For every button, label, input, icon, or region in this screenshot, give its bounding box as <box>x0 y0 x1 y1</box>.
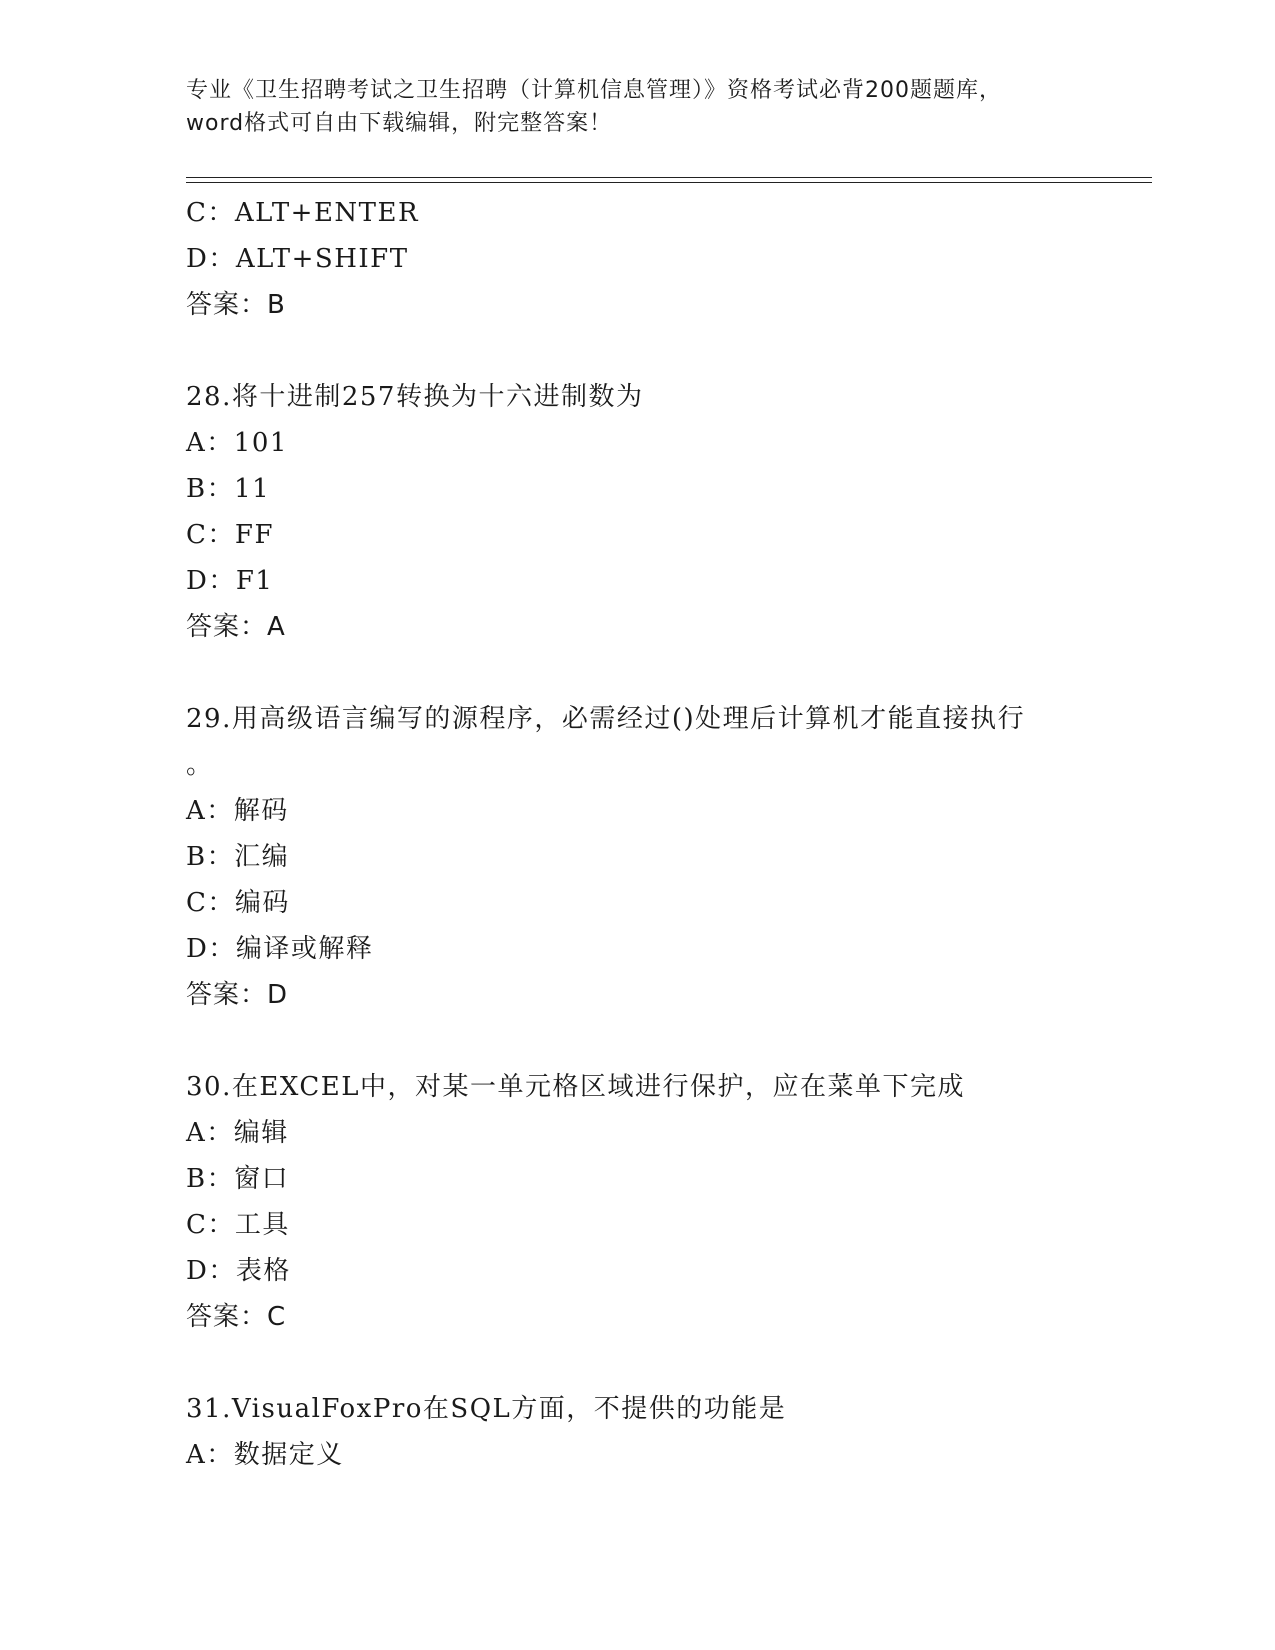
question-block-28 <box>186 374 1126 650</box>
document-header <box>186 74 1086 140</box>
question-block-prev <box>186 190 1126 328</box>
question-block-31 <box>186 1386 1126 1478</box>
option-d: D：编译或解释 <box>186 934 374 964</box>
question-stem: 31.VisualFoxPro在SQL方面，不提供的功能是 <box>186 1394 787 1424</box>
answer-line: 答案：B <box>186 290 286 320</box>
option-c: C：编码 <box>186 888 290 918</box>
spacer <box>186 328 1126 374</box>
spacer <box>186 650 1126 696</box>
option-b: B：窗口 <box>186 1164 290 1194</box>
header-line-1: 专业《卫生招聘考试之卫生招聘（计算机信息管理）》资格考试必背200题题库， <box>186 78 1002 103</box>
question-stem-continuation: 。 <box>186 750 214 780</box>
question-stem: 29.用高级语言编写的源程序，必需经过()处理后计算机才能直接执行 <box>186 704 1026 734</box>
spacer <box>186 1018 1126 1064</box>
answer-line: 答案：A <box>186 612 286 642</box>
question-block-30 <box>186 1064 1126 1340</box>
header-divider-bottom <box>186 182 1152 183</box>
question-stem: 28.将十进制257转换为十六进制数为 <box>186 382 644 412</box>
answer-line: 答案：D <box>186 980 289 1010</box>
option-b: B：汇编 <box>186 842 290 872</box>
answer-line: 答案：C <box>186 1302 287 1332</box>
option-a: A：编辑 <box>186 1118 289 1148</box>
option-c: C：工具 <box>186 1210 290 1240</box>
option-a: A：101 <box>186 428 288 458</box>
option-a: A：数据定义 <box>186 1440 344 1470</box>
question-list <box>186 190 1126 1478</box>
question-block-29 <box>186 696 1126 1018</box>
question-stem: 30.在EXCEL中，对某一单元格区域进行保护，应在菜单下完成 <box>186 1072 966 1102</box>
option-a: A：解码 <box>186 796 289 826</box>
header-divider-top <box>186 177 1152 178</box>
header-line-2: word格式可自由下载编辑，附完整答案！ <box>186 111 613 136</box>
option-d: D：ALT+SHIFT <box>186 244 409 274</box>
option-d: D：F1 <box>186 566 274 596</box>
option-d: D：表格 <box>186 1256 291 1286</box>
option-c: C：ALT+ENTER <box>186 198 420 228</box>
spacer <box>186 1340 1126 1386</box>
option-c: C：FF <box>186 520 274 550</box>
option-b: B：11 <box>186 474 271 504</box>
